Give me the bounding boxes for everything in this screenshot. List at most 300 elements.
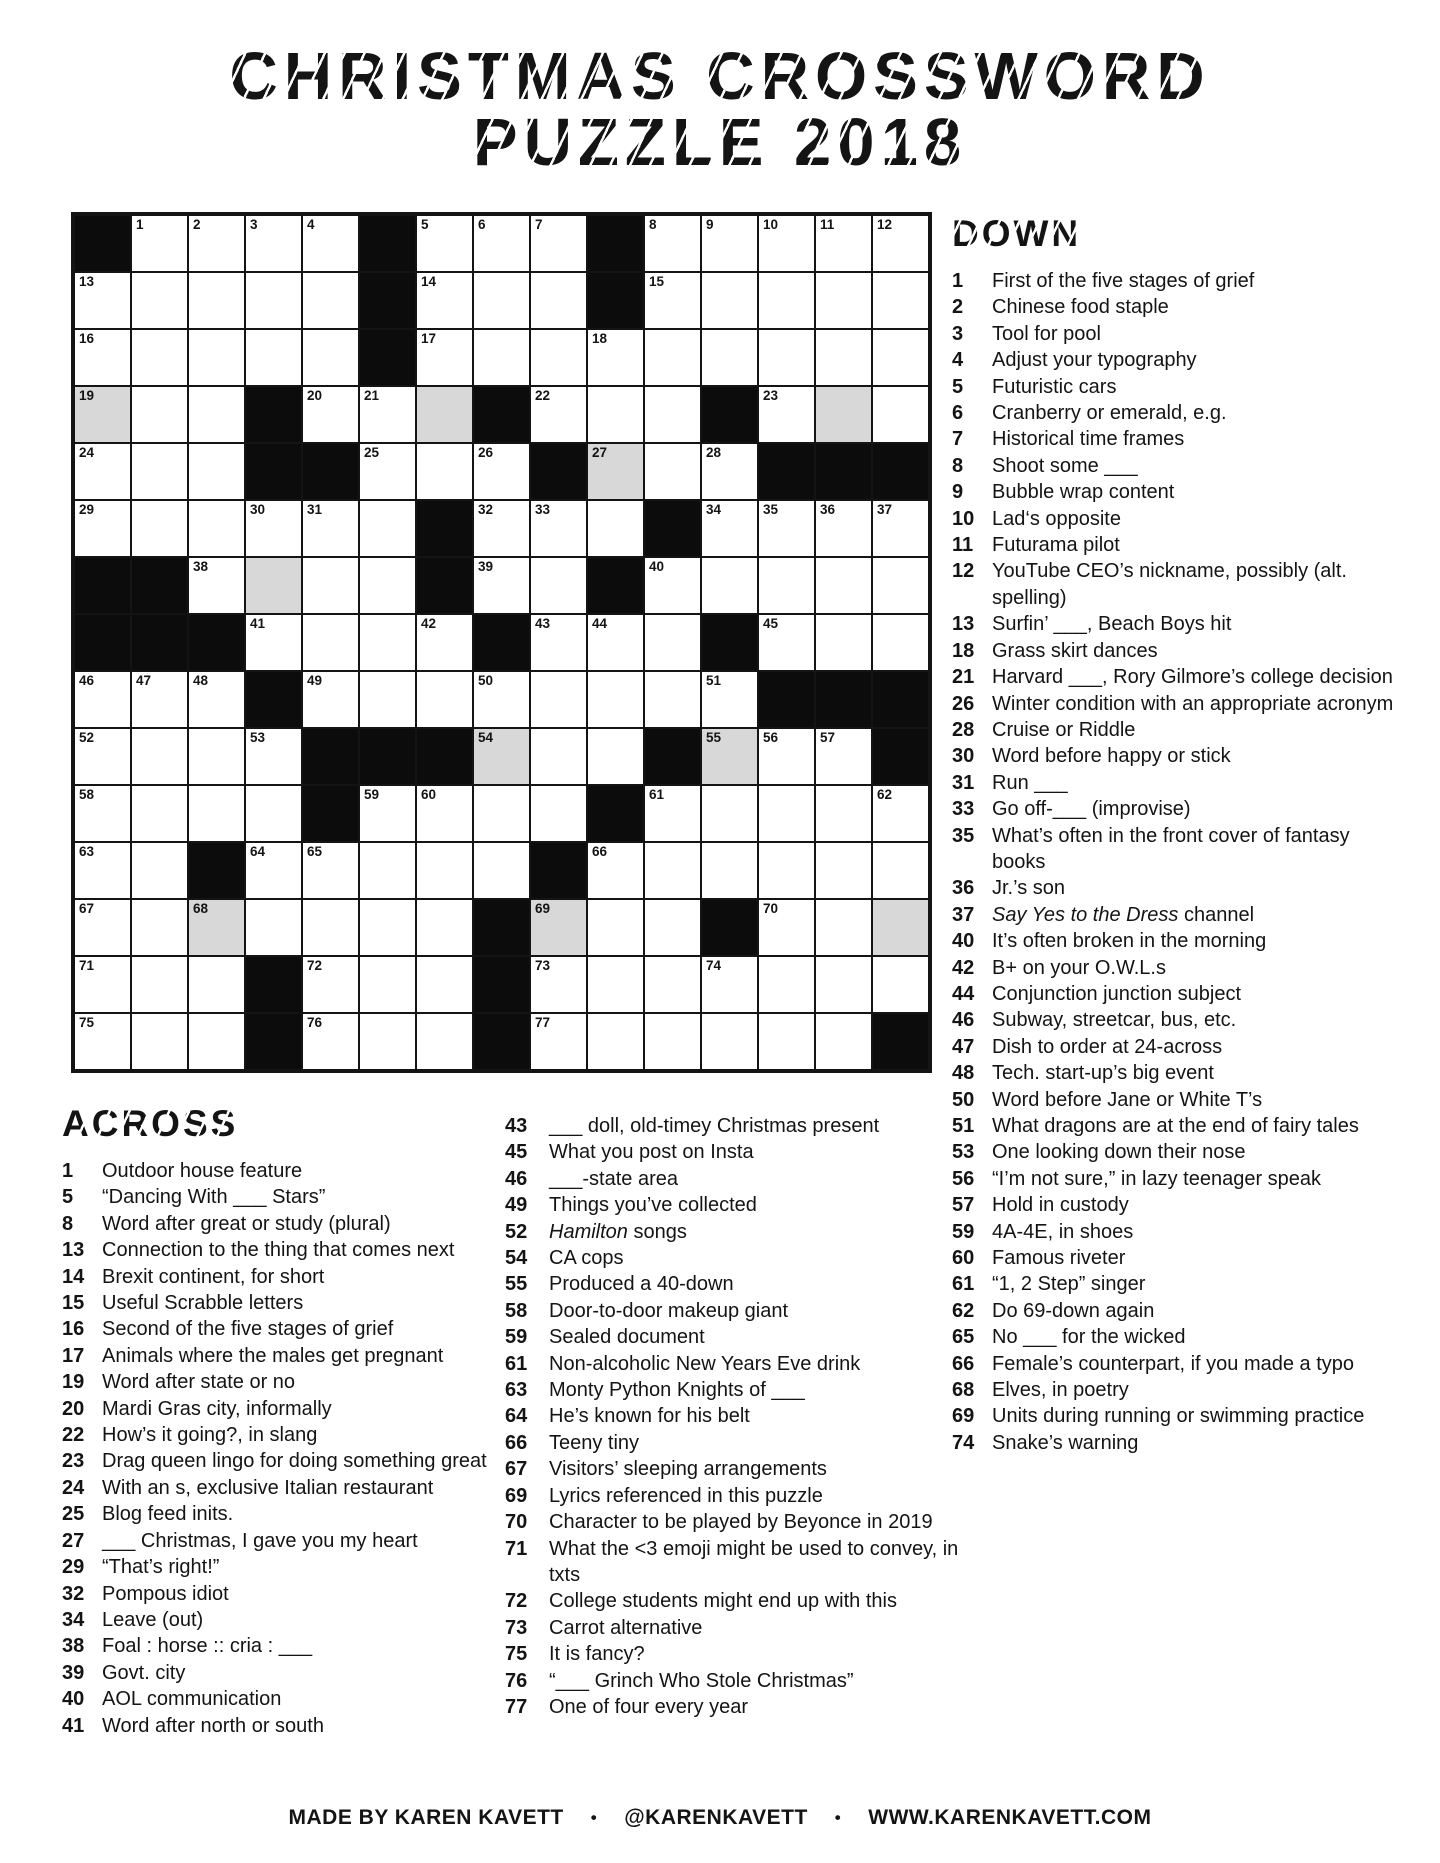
grid-cell[interactable] xyxy=(872,842,929,899)
cell-number: 73 xyxy=(535,958,551,973)
grid-cell-black xyxy=(131,557,188,614)
grid-cell[interactable] xyxy=(758,329,815,386)
grid-cell[interactable] xyxy=(302,956,359,1013)
grid-cell[interactable] xyxy=(131,671,188,728)
clue-item xyxy=(62,1713,499,1739)
grid-cell[interactable] xyxy=(530,671,587,728)
grid-cell[interactable] xyxy=(644,386,701,443)
clue-item xyxy=(62,1660,499,1686)
grid-cell[interactable] xyxy=(245,842,302,899)
clue-item xyxy=(952,453,1408,479)
grid-cell[interactable] xyxy=(302,329,359,386)
clue-number: 45 xyxy=(505,1141,528,1164)
cell-number: 48 xyxy=(193,673,209,688)
clue-item xyxy=(505,1483,967,1509)
grid-cell[interactable] xyxy=(188,329,245,386)
grid-cell[interactable] xyxy=(245,500,302,557)
clue-text: First of the five stages of grief xyxy=(992,270,1255,292)
grid-cell[interactable] xyxy=(815,614,872,671)
grid-cell[interactable] xyxy=(701,443,758,500)
clue-number: 66 xyxy=(952,1352,975,1375)
grid-cell[interactable] xyxy=(644,614,701,671)
grid-cell[interactable] xyxy=(302,614,359,671)
grid-cell[interactable] xyxy=(530,728,587,785)
clue-item xyxy=(62,1607,499,1633)
grid-cell-black xyxy=(872,1013,929,1070)
grid-cell[interactable] xyxy=(530,956,587,1013)
grid-cell[interactable] xyxy=(302,842,359,899)
grid-cell[interactable] xyxy=(131,956,188,1013)
grid-cell[interactable] xyxy=(701,671,758,728)
grid-cell[interactable] xyxy=(416,272,473,329)
clue-number: 1 xyxy=(952,270,964,292)
grid-cell[interactable] xyxy=(815,728,872,785)
grid-cell[interactable] xyxy=(302,899,359,956)
clue-item xyxy=(952,1113,1408,1139)
grid-cell[interactable] xyxy=(587,728,644,785)
clue-text: AOL communication xyxy=(102,1688,282,1711)
grid-cell-black xyxy=(530,842,587,899)
grid-cell[interactable] xyxy=(587,329,644,386)
cell-number: 33 xyxy=(535,502,551,517)
grid-cell[interactable] xyxy=(188,956,245,1013)
grid-cell[interactable] xyxy=(416,956,473,1013)
clue-text: Futuristic cars xyxy=(992,375,1117,398)
grid-cell[interactable] xyxy=(530,557,587,614)
grid-cell[interactable] xyxy=(416,443,473,500)
grid-cell[interactable] xyxy=(815,899,872,956)
grid-cell[interactable] xyxy=(815,272,872,329)
clue-number: 5 xyxy=(952,375,964,398)
grid-cell[interactable] xyxy=(131,386,188,443)
grid-cell[interactable] xyxy=(815,557,872,614)
grid-cell[interactable] xyxy=(74,500,131,557)
grid-cell-black xyxy=(131,614,188,671)
clue-number: 70 xyxy=(505,1511,528,1534)
grid-cell[interactable] xyxy=(131,215,188,272)
grid-cell[interactable] xyxy=(188,785,245,842)
grid-cell-black xyxy=(815,671,872,728)
clue-text: Dish to order at 24-across xyxy=(992,1035,1223,1058)
grid-cell[interactable] xyxy=(188,443,245,500)
grid-cell[interactable] xyxy=(872,785,929,842)
grid-cell[interactable] xyxy=(644,215,701,272)
clue-number: 54 xyxy=(505,1247,528,1270)
grid-cell[interactable] xyxy=(416,215,473,272)
cell-number: 15 xyxy=(649,274,665,289)
grid-cell[interactable] xyxy=(245,728,302,785)
grid-cell[interactable] xyxy=(188,557,245,614)
clue-number: 46 xyxy=(952,1009,975,1032)
footer xyxy=(0,1806,1440,1830)
clue-item xyxy=(952,928,1408,954)
grid-cell[interactable] xyxy=(872,386,929,443)
footer-bullet-1: • xyxy=(590,1808,598,1827)
grid-cell[interactable] xyxy=(473,329,530,386)
grid-cell[interactable] xyxy=(758,614,815,671)
clue-text: Harvard ___, Rory Gilmore’s college decision xyxy=(992,666,1393,689)
clue-item xyxy=(62,1633,499,1659)
cell-number: 4 xyxy=(307,217,315,232)
grid-cell[interactable] xyxy=(644,842,701,899)
grid-cell[interactable] xyxy=(644,671,701,728)
clue-number: 32 xyxy=(62,1582,85,1605)
grid-cell[interactable] xyxy=(644,1013,701,1070)
grid-cell[interactable] xyxy=(74,842,131,899)
cell-number: 46 xyxy=(79,673,95,688)
clue-text: Teeny tiny xyxy=(549,1431,640,1454)
grid-cell[interactable] xyxy=(74,1013,131,1070)
grid-cell[interactable] xyxy=(701,272,758,329)
grid-cell[interactable] xyxy=(530,1013,587,1070)
grid-cell-black xyxy=(473,899,530,956)
grid-cell-black xyxy=(74,557,131,614)
grid-cell[interactable] xyxy=(473,671,530,728)
cell-number: 45 xyxy=(763,616,779,631)
grid-cell[interactable] xyxy=(302,272,359,329)
grid-cell[interactable] xyxy=(74,671,131,728)
grid-cell[interactable] xyxy=(758,842,815,899)
clue-text: ___ Christmas, I gave you my heart xyxy=(102,1529,418,1552)
grid-cell[interactable] xyxy=(188,1013,245,1070)
grid-cell[interactable] xyxy=(473,842,530,899)
grid-cell[interactable] xyxy=(416,842,473,899)
grid-cell[interactable] xyxy=(872,500,929,557)
clue-text: Tech. start-up’s big event xyxy=(992,1062,1214,1085)
grid-cell[interactable] xyxy=(302,671,359,728)
clue-text: Leave (out) xyxy=(102,1608,204,1631)
clue-item xyxy=(505,1377,967,1403)
clue-item xyxy=(505,1192,967,1218)
grid-cell[interactable] xyxy=(872,956,929,1013)
grid-cell[interactable] xyxy=(359,842,416,899)
grid-cell[interactable] xyxy=(245,329,302,386)
grid-cell[interactable] xyxy=(359,557,416,614)
clue-text: Sealed document xyxy=(549,1326,705,1349)
grid-cell-shaded[interactable] xyxy=(74,386,131,443)
grid-cell[interactable] xyxy=(644,557,701,614)
grid-cell-shaded[interactable] xyxy=(530,899,587,956)
grid-cell[interactable] xyxy=(188,728,245,785)
grid-cell[interactable] xyxy=(872,614,929,671)
grid-cell[interactable] xyxy=(188,671,245,728)
clue-item xyxy=(952,902,1408,928)
grid-cell[interactable] xyxy=(131,785,188,842)
cell-number: 55 xyxy=(706,730,722,745)
grid-cell[interactable] xyxy=(758,272,815,329)
grid-cell-black xyxy=(302,785,359,842)
cell-number: 30 xyxy=(250,502,266,517)
grid-cell-shaded[interactable] xyxy=(587,443,644,500)
clue-number: 75 xyxy=(505,1643,528,1666)
grid-cell[interactable] xyxy=(815,785,872,842)
grid-cell[interactable] xyxy=(587,386,644,443)
grid-cell[interactable] xyxy=(131,329,188,386)
grid-cell-shaded[interactable] xyxy=(872,899,929,956)
clue-number: 14 xyxy=(62,1265,85,1288)
grid-cell-black xyxy=(74,614,131,671)
grid-cell[interactable] xyxy=(815,215,872,272)
clue-number: 23 xyxy=(62,1450,85,1473)
grid-cell[interactable] xyxy=(131,443,188,500)
grid-cell-black xyxy=(701,899,758,956)
grid-cell[interactable] xyxy=(416,329,473,386)
clue-text: One of four every year xyxy=(549,1695,748,1718)
grid-cell[interactable] xyxy=(188,215,245,272)
clue-item xyxy=(952,1166,1408,1192)
grid-cell[interactable] xyxy=(245,899,302,956)
clue-text: Word after great or study (plural) xyxy=(102,1212,391,1235)
clue-number: 24 xyxy=(62,1476,85,1499)
grid-cell[interactable] xyxy=(359,614,416,671)
grid-cell[interactable] xyxy=(473,272,530,329)
grid-cell[interactable] xyxy=(587,842,644,899)
grid-cell[interactable] xyxy=(758,215,815,272)
grid-cell[interactable] xyxy=(74,329,131,386)
grid-cell[interactable] xyxy=(359,1013,416,1070)
clue-item xyxy=(952,611,1408,637)
grid-cell[interactable] xyxy=(131,1013,188,1070)
grid-cell-black xyxy=(302,443,359,500)
grid-cell[interactable] xyxy=(131,899,188,956)
clue-text: Go off-___ (improvise) xyxy=(992,798,1191,821)
grid-cell[interactable] xyxy=(587,899,644,956)
cell-number: 27 xyxy=(592,445,608,460)
grid-cell-shaded[interactable] xyxy=(815,386,872,443)
grid-cell[interactable] xyxy=(815,1013,872,1070)
clue-number: 5 xyxy=(62,1186,74,1209)
grid-cell-shaded[interactable] xyxy=(701,728,758,785)
grid-cell[interactable] xyxy=(758,1013,815,1070)
grid-cell[interactable] xyxy=(74,272,131,329)
clue-number: 10 xyxy=(952,507,975,530)
grid-cell[interactable] xyxy=(473,557,530,614)
grid-cell[interactable] xyxy=(758,956,815,1013)
grid-cell[interactable] xyxy=(815,842,872,899)
clue-text: Adjust your typography xyxy=(992,349,1197,372)
clue-text: Hold in custody xyxy=(992,1194,1129,1217)
clue-number: 77 xyxy=(505,1695,528,1718)
grid-cell[interactable] xyxy=(188,272,245,329)
clue-item xyxy=(952,691,1408,717)
grid-cell[interactable] xyxy=(416,1013,473,1070)
clue-number: 39 xyxy=(62,1661,85,1684)
grid-cell[interactable] xyxy=(359,671,416,728)
grid-cell[interactable] xyxy=(359,899,416,956)
grid-cell[interactable] xyxy=(245,785,302,842)
clue-text: Jr.’s son xyxy=(992,877,1065,900)
grid-cell[interactable] xyxy=(701,500,758,557)
grid-cell[interactable] xyxy=(587,614,644,671)
grid-cell[interactable] xyxy=(74,899,131,956)
grid-cell[interactable] xyxy=(530,272,587,329)
clue-text: Units during running or swimming practice xyxy=(992,1405,1365,1428)
grid-cell[interactable] xyxy=(74,785,131,842)
clue-item xyxy=(505,1668,967,1694)
grid-cell[interactable] xyxy=(701,842,758,899)
grid-cell[interactable] xyxy=(758,557,815,614)
grid-cell-shaded[interactable] xyxy=(188,899,245,956)
clue-number: 9 xyxy=(952,481,964,504)
cell-number: 51 xyxy=(706,673,722,688)
grid-cell-shaded[interactable] xyxy=(245,557,302,614)
grid-cell[interactable] xyxy=(587,500,644,557)
clue-number: 58 xyxy=(505,1299,528,1322)
crossword-grid xyxy=(71,212,932,1073)
grid-cell[interactable] xyxy=(416,899,473,956)
clue-text: CA cops xyxy=(549,1247,624,1270)
grid-cell[interactable] xyxy=(302,215,359,272)
clue-item xyxy=(952,347,1408,373)
grid-cell[interactable] xyxy=(473,785,530,842)
grid-cell-shaded[interactable] xyxy=(473,728,530,785)
grid-cell[interactable] xyxy=(359,956,416,1013)
clue-number: 40 xyxy=(62,1688,85,1711)
cell-number: 36 xyxy=(820,502,836,517)
grid-cell[interactable] xyxy=(815,329,872,386)
cell-number: 50 xyxy=(478,673,494,688)
grid-cell[interactable] xyxy=(758,386,815,443)
grid-cell[interactable] xyxy=(359,785,416,842)
grid-cell[interactable] xyxy=(587,671,644,728)
grid-cell[interactable] xyxy=(644,272,701,329)
cell-number: 60 xyxy=(421,787,437,802)
clue-item xyxy=(952,294,1408,320)
clue-item xyxy=(62,1554,499,1580)
grid-cell[interactable] xyxy=(872,272,929,329)
clue-text: “1, 2 Step” singer xyxy=(992,1273,1146,1296)
clue-item xyxy=(62,1369,499,1395)
across-clues-column-2-wrap xyxy=(505,1113,967,1720)
grid-cell[interactable] xyxy=(245,215,302,272)
grid-cell[interactable] xyxy=(872,557,929,614)
grid-cell[interactable] xyxy=(530,614,587,671)
grid-cell[interactable] xyxy=(530,329,587,386)
grid-cell[interactable] xyxy=(587,1013,644,1070)
grid-cell[interactable] xyxy=(758,500,815,557)
clue-number: 57 xyxy=(952,1194,975,1217)
clue-item xyxy=(952,558,1408,611)
grid-cell[interactable] xyxy=(701,557,758,614)
grid-cell[interactable] xyxy=(530,500,587,557)
grid-cell[interactable] xyxy=(701,785,758,842)
cell-number: 35 xyxy=(763,502,779,517)
grid-cell[interactable] xyxy=(473,443,530,500)
grid-cell[interactable] xyxy=(644,899,701,956)
grid-cell[interactable] xyxy=(302,1013,359,1070)
cell-number: 61 xyxy=(649,787,665,802)
clue-item xyxy=(952,981,1408,1007)
clue-number: 15 xyxy=(62,1292,85,1315)
footer-site: WWW.KARENKAVETT.COM xyxy=(868,1806,1152,1829)
clue-text: Grass skirt dances xyxy=(992,639,1158,662)
cell-number: 11 xyxy=(820,217,835,232)
cell-number: 7 xyxy=(535,217,543,232)
grid-cell[interactable] xyxy=(758,899,815,956)
grid-cell[interactable] xyxy=(587,956,644,1013)
grid-cell[interactable] xyxy=(131,272,188,329)
cell-number: 59 xyxy=(364,787,380,802)
clue-item xyxy=(505,1298,967,1324)
grid-cell-black xyxy=(74,215,131,272)
clue-item xyxy=(952,770,1408,796)
grid-cell[interactable] xyxy=(188,386,245,443)
grid-cell[interactable] xyxy=(473,215,530,272)
grid-cell[interactable] xyxy=(815,500,872,557)
grid-cell[interactable] xyxy=(74,956,131,1013)
grid-cell[interactable] xyxy=(131,842,188,899)
clue-item xyxy=(62,1211,499,1237)
grid-cell[interactable] xyxy=(758,728,815,785)
grid-cell[interactable] xyxy=(530,215,587,272)
clue-text: Snake’s warning xyxy=(992,1431,1139,1454)
grid-cell[interactable] xyxy=(245,272,302,329)
grid-cell[interactable] xyxy=(701,329,758,386)
cell-number: 34 xyxy=(706,502,722,517)
clue-text: Things you’ve collected xyxy=(549,1194,757,1217)
grid-cell[interactable] xyxy=(302,557,359,614)
grid-cell[interactable] xyxy=(416,614,473,671)
grid-cell[interactable] xyxy=(359,386,416,443)
grid-cell[interactable] xyxy=(701,956,758,1013)
clue-number: 35 xyxy=(952,824,975,847)
grid-cell[interactable] xyxy=(701,1013,758,1070)
clue-text: Surfin’ ___, Beach Boys hit xyxy=(992,613,1232,636)
grid-cell[interactable] xyxy=(758,785,815,842)
grid-cell[interactable] xyxy=(359,443,416,500)
grid-cell[interactable] xyxy=(302,386,359,443)
clue-text: Run ___ xyxy=(992,771,1068,794)
grid-cell[interactable] xyxy=(701,215,758,272)
grid-cell[interactable] xyxy=(245,614,302,671)
clue-text: Character to be played by Beyonce in 2019 xyxy=(549,1511,933,1534)
grid-cell[interactable] xyxy=(416,671,473,728)
grid-cell[interactable] xyxy=(416,785,473,842)
grid-cell[interactable] xyxy=(644,443,701,500)
grid-cell-black xyxy=(758,671,815,728)
clue-text: Carrot alternative xyxy=(549,1616,703,1639)
grid-cell[interactable] xyxy=(644,329,701,386)
clue-text: How’s it going?, in slang xyxy=(102,1424,318,1447)
grid-cell-black xyxy=(587,272,644,329)
clue-number: 62 xyxy=(952,1299,975,1322)
grid-cell[interactable] xyxy=(188,500,245,557)
grid-cell[interactable] xyxy=(815,956,872,1013)
clue-number: 53 xyxy=(952,1141,975,1164)
grid-cell[interactable] xyxy=(872,215,929,272)
grid-cell[interactable] xyxy=(872,329,929,386)
down-section xyxy=(952,214,1408,1456)
grid-cell[interactable] xyxy=(74,728,131,785)
grid-cell-shaded[interactable] xyxy=(416,386,473,443)
clue-number: 40 xyxy=(952,930,975,953)
grid-cell[interactable] xyxy=(530,785,587,842)
grid-cell[interactable] xyxy=(131,728,188,785)
grid-cell[interactable] xyxy=(302,500,359,557)
clue-number: 7 xyxy=(952,428,964,451)
grid-cell[interactable] xyxy=(131,500,188,557)
grid-cell[interactable] xyxy=(74,443,131,500)
grid-cell[interactable] xyxy=(359,500,416,557)
grid-cell[interactable] xyxy=(530,386,587,443)
clue-number: 65 xyxy=(952,1326,975,1349)
clue-number: 63 xyxy=(505,1379,528,1402)
grid-cell[interactable] xyxy=(473,500,530,557)
grid-cell[interactable] xyxy=(644,956,701,1013)
down-header: DOWN xyxy=(952,214,1408,254)
clue-number: 8 xyxy=(62,1212,74,1235)
grid-cell[interactable] xyxy=(644,785,701,842)
